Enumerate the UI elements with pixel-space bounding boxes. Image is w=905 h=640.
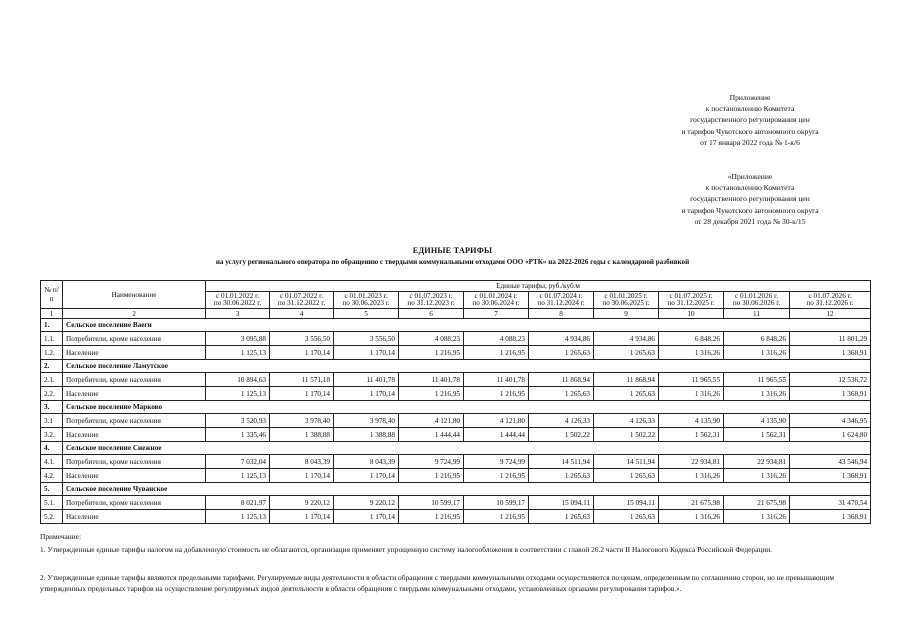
- row-name: Потребители, кроме населения: [63, 332, 206, 346]
- header-number: № п/п: [41, 281, 63, 309]
- tariff-value: 1 170,14: [270, 510, 334, 524]
- tariff-value: 22 934,81: [724, 455, 790, 469]
- tariff-value: 3 978,40: [270, 414, 334, 428]
- tariff-value: 1 216,95: [464, 346, 529, 360]
- row-name: Население: [63, 510, 206, 524]
- row-name: Население: [63, 428, 206, 442]
- table-row: [41, 346, 871, 360]
- row-name: Население: [63, 387, 206, 401]
- header-tariffs-group: Единые тарифы, руб./куб.м: [206, 281, 871, 292]
- notes-heading: Примечание:: [40, 532, 82, 541]
- tariff-value: 1 216,95: [399, 346, 464, 360]
- tariff-value: 3 095,88: [206, 332, 270, 346]
- tariff-value: 4 135,90: [724, 414, 790, 428]
- tariff-value: 12 536,72: [790, 373, 871, 387]
- row-name: Потребители, кроме населения: [63, 373, 206, 387]
- tariff-value: 1 170,14: [334, 346, 399, 360]
- table-row: [41, 373, 871, 387]
- tariff-value: 4 088,23: [399, 332, 464, 346]
- tariff-value: 1 316,26: [659, 510, 724, 524]
- tariff-value: 14 511,94: [594, 455, 659, 469]
- period-end: по 31.12.2025 г.: [667, 299, 715, 307]
- tariff-value: 1 265,63: [594, 346, 659, 360]
- column-index: 5: [334, 309, 399, 319]
- header-period-10: [790, 292, 871, 309]
- row-number: 5.1.: [41, 496, 63, 510]
- section-number: 3.: [41, 401, 63, 414]
- tariff-value: 1 624,80: [790, 428, 871, 442]
- section-row: [41, 360, 871, 373]
- tariff-value: 4 126,33: [594, 414, 659, 428]
- table-header: [41, 281, 871, 309]
- appendix-line: государственного регулирования цен: [690, 115, 810, 125]
- tariff-value: 1 216,95: [399, 387, 464, 401]
- period-start: с 01.01.2022 г.: [215, 292, 260, 300]
- tariff-value: 3 556,50: [270, 332, 334, 346]
- tariff-value: 7 032,04: [206, 455, 270, 469]
- period-end: по 30.06.2026 г.: [732, 299, 781, 307]
- table-row: [41, 469, 871, 483]
- tariff-value: 1 170,14: [334, 469, 399, 483]
- tariff-value: 9 220,12: [334, 496, 399, 510]
- period-end: по 30.06.2022 г.: [213, 299, 262, 307]
- tariff-value: 9 724,99: [399, 455, 464, 469]
- tariff-value: 6 848,26: [659, 332, 724, 346]
- appendix-line: «Приложение: [727, 172, 773, 181]
- column-index: 9: [594, 309, 659, 319]
- tariff-value: 1 216,95: [464, 387, 529, 401]
- table-row: [41, 510, 871, 524]
- header-name: Наименование: [63, 281, 206, 309]
- header-period-4: [399, 292, 464, 309]
- tariff-value: 1 444,44: [399, 428, 464, 442]
- table-body: [41, 309, 871, 524]
- period-start: с 01.01.2024 г.: [474, 292, 518, 300]
- period-end: по 30.06.2025 г.: [602, 299, 650, 307]
- appendix-line: к постановлению Комитета: [705, 183, 795, 193]
- note-item-1: 1. Утвержденные единые тарифы налогом на добавленную стоимость не облагаются, организация применяет упрощенную систему налогообложения в соответствии с главой 26.2 части II Налогового Кодекса Российской Федерации.: [40, 545, 773, 554]
- row-number: 1.2.: [41, 346, 63, 360]
- tariff-value: 9 724,99: [464, 455, 529, 469]
- tariff-value: 1 368,91: [790, 346, 871, 360]
- row-number: 4.1.: [41, 455, 63, 469]
- row-name: Население: [63, 469, 206, 483]
- appendix-current: [620, 92, 880, 148]
- tariff-value: 8 043,39: [270, 455, 334, 469]
- tariff-value: 1 368,91: [790, 469, 871, 483]
- tariff-value: 4 934,86: [594, 332, 659, 346]
- period-start: с 01.01.2026 г.: [734, 292, 779, 300]
- tariff-value: 11 401,78: [464, 373, 529, 387]
- tariff-value: 10 894,63: [206, 373, 270, 387]
- section-number: 4.: [41, 442, 63, 455]
- tariff-value: 11 965,55: [659, 373, 724, 387]
- appendix-line: от 17 января 2022 года № 1-к/6: [700, 137, 800, 147]
- section-row: [41, 483, 871, 496]
- tariff-value: 1 316,26: [724, 510, 790, 524]
- tariff-value: 1 216,95: [464, 510, 529, 524]
- tariff-value: 1 125,13: [206, 469, 270, 483]
- appendix-line: Приложение: [729, 93, 771, 102]
- section-row: [41, 442, 871, 455]
- tariff-value: 1 316,26: [724, 469, 790, 483]
- header-period-1: [206, 292, 270, 309]
- header-period-3: [334, 292, 399, 309]
- tariff-value: 1 265,63: [594, 469, 659, 483]
- tariff-value: 11 868,94: [529, 373, 594, 387]
- tariff-value: 1 562,31: [659, 428, 724, 442]
- tariff-value: 1 265,63: [529, 387, 594, 401]
- period-start: с 01.07.2026 г.: [808, 292, 852, 300]
- row-number: 3.1: [41, 414, 63, 428]
- column-index: 10: [659, 309, 724, 319]
- tariff-value: 4 126,33: [529, 414, 594, 428]
- section-name: Сельское поселение Чуванское: [63, 483, 871, 496]
- period-start: с 01.07.2024 г.: [539, 292, 583, 300]
- row-number: 5.2.: [41, 510, 63, 524]
- tariff-value: 43 546,94: [790, 455, 871, 469]
- tariff-value: 22 934,81: [659, 455, 724, 469]
- document-subtitle: на услугу регионального оператора по обращению с твердыми коммунальными отходами ООО «РТК» на 2022-2026 годы с календарной разбивкой: [215, 258, 690, 266]
- table-row: [41, 414, 871, 428]
- tariff-value: 11 868,94: [594, 373, 659, 387]
- tariff-value: 1 316,26: [659, 387, 724, 401]
- tariff-value: 1 335,46: [206, 428, 270, 442]
- period-start: с 01.07.2025 г.: [669, 292, 713, 300]
- tariff-value: 1 265,63: [594, 387, 659, 401]
- row-number: 1.1.: [41, 332, 63, 346]
- row-number: 2.1.: [41, 373, 63, 387]
- tariff-value: 15 094,11: [529, 496, 594, 510]
- table-row: [41, 332, 871, 346]
- tariff-value: 1 216,95: [399, 469, 464, 483]
- period-end: по 30.06.2023 г.: [342, 299, 390, 307]
- section-row: [41, 319, 871, 332]
- tariff-value: 1 316,26: [659, 469, 724, 483]
- table-row: [41, 387, 871, 401]
- tariff-value: 3 978,40: [334, 414, 399, 428]
- tariff-value: 1 265,63: [529, 469, 594, 483]
- period-end: по 30.06.2024 г.: [472, 299, 520, 307]
- tariff-value: 10 599,17: [399, 496, 464, 510]
- tariff-value: 11 401,78: [334, 373, 399, 387]
- section-number: 2.: [41, 360, 63, 373]
- table-row: [41, 496, 871, 510]
- tariff-value: 1 265,63: [529, 510, 594, 524]
- column-index: 12: [790, 309, 871, 319]
- column-index: 8: [529, 309, 594, 319]
- section-name: Сельское поселение Вaeги: [63, 319, 871, 332]
- tariff-value: 4 934,86: [529, 332, 594, 346]
- tariff-value: 4 135,90: [659, 414, 724, 428]
- tariff-value: 1 388,88: [270, 428, 334, 442]
- row-name: Население: [63, 346, 206, 360]
- tariff-value: 1 170,14: [270, 469, 334, 483]
- tariff-value: 1 265,63: [529, 346, 594, 360]
- period-end: по 31.12.2026 г.: [806, 299, 854, 307]
- row-name: Потребители, кроме населения: [63, 414, 206, 428]
- appendix-line: и тарифов Чукотского автономного округа: [681, 126, 819, 136]
- column-index: 1: [41, 309, 63, 319]
- period-start: с 01.07.2022 г.: [279, 292, 324, 300]
- tariff-value: 1 265,63: [594, 510, 659, 524]
- tariff-value: 4 121,80: [399, 414, 464, 428]
- document-title: ЕДИНЫЕ ТАРИФЫ: [412, 246, 493, 255]
- tariff-value: 11 801,29: [790, 332, 871, 346]
- appendix-line: государственного регулирования цен: [690, 194, 810, 204]
- tariff-value: 31 470,54: [790, 496, 871, 510]
- column-index-row: [41, 309, 871, 319]
- period-start: с 01.01.2023 г.: [344, 292, 388, 300]
- column-index: 6: [399, 309, 464, 319]
- tariff-value: 1 316,26: [724, 346, 790, 360]
- column-index: 3: [206, 309, 270, 319]
- tariff-value: 1 368,91: [790, 387, 871, 401]
- column-index: 4: [270, 309, 334, 319]
- tariff-value: 3 520,93: [206, 414, 270, 428]
- row-number: 2.2.: [41, 387, 63, 401]
- tariff-value: 8 021,97: [206, 496, 270, 510]
- section-number: 5.: [41, 483, 63, 496]
- period-end: по 31.12.2022 г.: [277, 299, 326, 307]
- period-start: с 01.07.2023 г.: [409, 292, 453, 300]
- appendix-previous: [620, 171, 880, 227]
- row-number: 4.2.: [41, 469, 63, 483]
- tariff-value: 14 511,94: [529, 455, 594, 469]
- tariff-value: 1 368,91: [790, 510, 871, 524]
- tariff-value: 1 502,22: [529, 428, 594, 442]
- section-name: Сельское поселение Ламутское: [63, 360, 871, 373]
- tariff-value: 1 170,14: [334, 510, 399, 524]
- tariff-value: 21 675,98: [724, 496, 790, 510]
- column-index: 2: [63, 309, 206, 319]
- period-start: с 01.01.2025 г.: [604, 292, 648, 300]
- column-index: 7: [464, 309, 529, 319]
- appendix-line: от 28 декабря 2021 года № 30-к/15: [694, 216, 806, 226]
- tariff-value: 1 316,26: [724, 387, 790, 401]
- tariff-value: 1 125,13: [206, 346, 270, 360]
- tariff-value: 4 346,95: [790, 414, 871, 428]
- tariff-value: 4 088,23: [464, 332, 529, 346]
- tariff-value: 11 965,55: [724, 373, 790, 387]
- tariff-table: [40, 280, 871, 524]
- tariff-value: 1 216,95: [399, 510, 464, 524]
- tariff-value: 1 502,22: [594, 428, 659, 442]
- tariff-value: 1 170,14: [334, 387, 399, 401]
- tariff-value: 15 094,11: [594, 496, 659, 510]
- tariff-value: 4 121,80: [464, 414, 529, 428]
- section-name: Сельское поселение Марково: [63, 401, 871, 414]
- tariff-value: 1 125,13: [206, 510, 270, 524]
- row-number: 3.2.: [41, 428, 63, 442]
- header-period-2: [270, 292, 334, 309]
- tariff-value: 6 848,26: [724, 332, 790, 346]
- tariff-value: 1 388,88: [334, 428, 399, 442]
- tariff-value: 1 170,14: [270, 346, 334, 360]
- period-end: по 31.12.2024 г.: [537, 299, 585, 307]
- tariff-value: 1 444,44: [464, 428, 529, 442]
- tariff-value: 1 316,26: [659, 346, 724, 360]
- header-period-5: [464, 292, 529, 309]
- row-name: Потребители, кроме населения: [63, 455, 206, 469]
- section-number: 1.: [41, 319, 63, 332]
- column-index: 11: [724, 309, 790, 319]
- tariff-value: 9 220,12: [270, 496, 334, 510]
- tariff-value: 8 043,39: [334, 455, 399, 469]
- appendix-line: и тарифов Чукотского автономного округа: [681, 205, 819, 215]
- row-name: Потребители, кроме населения: [63, 496, 206, 510]
- note-item-2: 2. Утвержденные единые тарифы являются предельными тарифами. Регулируемые виды деятельности в области обращения с твердыми коммунальными отходами осуществляются по ценам, определенным по соглашению сторон, но не превышающим утвержденных предельных тарифов на осуществление регулируемых видов деятельности в области обращения с твердыми коммунальными отходами, установленных органами регулирования тарифов.».: [40, 573, 835, 593]
- appendix-line: к постановлению Комитета: [705, 104, 795, 114]
- tariff-value: 11 401,78: [399, 373, 464, 387]
- table-row: [41, 455, 871, 469]
- section-row: [41, 401, 871, 414]
- tariff-value: 10 599,17: [464, 496, 529, 510]
- tariff-value: 3 556,50: [334, 332, 399, 346]
- header-period-8: [659, 292, 724, 309]
- table-row: [41, 428, 871, 442]
- tariff-value: 1 562,31: [724, 428, 790, 442]
- section-name: Сельское поселение Снежное: [63, 442, 871, 455]
- tariff-value: 1 125,13: [206, 387, 270, 401]
- header-period-6: [529, 292, 594, 309]
- tariff-value: 1 216,95: [464, 469, 529, 483]
- period-end: по 31.12.2023 г.: [407, 299, 455, 307]
- tariff-value: 21 675,98: [659, 496, 724, 510]
- tariff-value: 11 571,18: [270, 373, 334, 387]
- header-period-7: [594, 292, 659, 309]
- header-period-9: [724, 292, 790, 309]
- tariff-value: 1 170,14: [270, 387, 334, 401]
